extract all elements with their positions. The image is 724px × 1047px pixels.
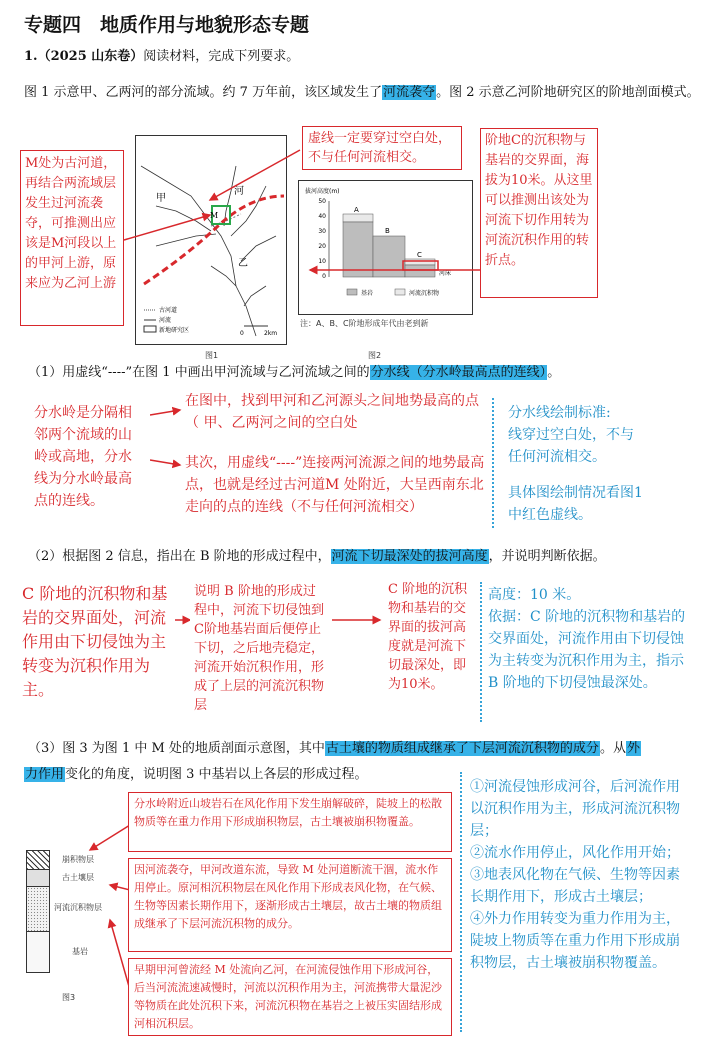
annotation-top-middle-box: 虚线一定要穿过空白处，不与任何河流相交。 [302,126,462,170]
question-number: 1. [24,49,38,64]
material-pre: 图 1 示意甲、乙两河的部分流域。约 7 万年前，该区域发生了 [24,85,383,100]
river-line [244,286,266,306]
q1-dotted-divider [492,398,494,528]
q1-highlight: 分水线（分水岭最高点的连线） [370,365,547,380]
q2-highlight: 河流下切最深处的拔河高度 [331,549,488,564]
q2-pre: （2）根据图 2 信息，指出在 B 阶地的形成过程中， [28,549,331,564]
q3-pre: （3）图 3 为图 1 中 M 处的地质剖面示意图，其中 [28,741,325,756]
fig3-label-bedrock: 基岩 [72,947,88,956]
terrace-a-sediment [343,214,373,222]
q1-blue-text-3: 具体图绘制情况看图1中红色虚线。 [508,485,643,523]
fig1-scale-0: 0 [240,330,244,337]
terrace-c-bedrock [405,265,435,277]
fig2-legend-bedrock: 基岩 [361,290,374,297]
fig2-ytick: 20 [318,243,326,250]
page-title: 专题四 地质作用与地貌形态专题 [24,14,310,36]
q1-answer-text-2: 在图中，找到甲河和乙河源头之间地势最高的点（ 甲、乙两河之间的空白处 [185,393,479,431]
q2-dotted-divider [480,582,482,722]
fig1-scale-2: 2km [264,330,278,337]
material-post: 。图 2 示意乙河阶地研究区的阶地剖面模式。 [436,85,700,100]
arrow-q1 [150,460,180,465]
fig1-label-he: 河 [234,186,244,197]
fig1-legend-ancient: 古河道 [159,307,178,314]
terrace-a-bedrock [343,222,373,277]
fig1-legend-river: 河流 [159,317,172,324]
fig1-legend-study: 新地研究区 [159,327,190,334]
fig2-ytick: 0 [322,273,326,280]
fig3-label-colluvium: 崩积物层 [62,855,94,864]
figure-2-svg [299,181,472,314]
river-line [211,266,236,286]
terrace-b-bedrock [373,236,405,277]
q2-blue-text: 高度：10 米。 依据：C 阶地的沉积物和基岩的交界面处，河流作用由下切侵蚀为主转变为沉积作用为主，指示 B 阶地的下切侵蚀最深处。 [488,587,686,691]
river-line [141,166,206,216]
question-intro [24,46,299,67]
fig2-label-C: C [417,251,422,259]
q1-answer-text-3: 其次，用虚线“----”连接两河流源之间的地势最高点，也就是经过古河道M 处附近，大呈西南东北走向的点的连线（不与任何河流相交） [185,455,485,515]
layer-colluvium [26,850,50,870]
q2-post: ，并说明判断依据。 [488,549,606,564]
fig1-label-yi: 乙 [238,258,248,269]
fig1-label-M: M [210,211,219,220]
figure-3-section [26,850,126,975]
annotation-left-box: M处为古河道，再结合两流域层发生过河流袭夺，可推测出应该是M河段以上的甲河上游，原来应为乙河上游 [20,150,124,326]
arrow-q3-1 [90,825,130,850]
fig2-label-bed: 河床 [439,270,452,277]
layer-paleosol [26,869,50,887]
q1-blue-text-2: 线穿过空白处，不与 任何河流相交。 [508,427,634,465]
fig2-ytick: 10 [318,258,326,265]
question-3 [28,736,698,762]
fig3-label-paleosol: 古土壤层 [62,873,94,882]
annotation-top-right-box: 阶地C的沉积物与基岩的交界面，海拔为10米。从这里可以推测出该处为河流下切作用转为河流沉积作用的转折点。 [480,128,598,298]
q3-answer-box-2: 因河流袭夺，甲河改道东流，导致 M 处河道断流干涸，流水作用停止。原河相沉积物层在风化作用下形成表风化物，在气候、生物等因素长期作用下，逐渐形成古土壤层，故古土壤的物质组成继承了下层河流沉积物的成分。 [128,858,452,952]
question-source: （2025 山东卷） [37,49,144,64]
fig2-label-A: A [354,206,359,214]
q1-blue-text-1: 分水线绘制标准: [508,405,611,421]
figure-2-note: 注：A、B、C阶地形成年代由老到新 [300,319,429,328]
fig2-label-B: B [385,227,390,235]
q1-post: 。 [547,365,561,380]
q3-highlight-2a: 外 [626,741,640,756]
fig2-legend-sediment: 河流沉积物 [409,290,440,297]
question-2 [28,546,708,567]
terrace-c-sediment [405,259,435,265]
material-text [24,80,704,106]
q3-answer-box-3: 早期甲河曾流经 M 处流向乙河，在河流侵蚀作用下形成河谷，后当河流流速减慢时，河流以沉积作用为主，河流携带大量泥沙等物质在此处沉积下来，河流沉积物在基岩之上被压实固结形成河相沉积层。 [128,958,452,1036]
q2-answer-text-1: C 阶地的沉积物和基岩的交界面处，河流作用由下切侵蚀为主转变为沉积作用为主。 [22,584,168,699]
fig3-label-river-sediment: 河流沉积物层 [54,903,102,912]
fig2-ytick: 30 [318,228,326,235]
q3-dotted-divider [460,772,462,1032]
fig2-ylabel: 拔河高度(m) [305,188,340,195]
q3-highlight-1: 古土壤的物质组成继承了下层河流沉积物的成分 [325,741,599,756]
q2-answer-box-3: C 阶地的沉积物和基岩的交界面的拔河高度就是河流下切最深处，即为10米。 [384,578,472,720]
figure-1-map [135,135,287,345]
layer-bedrock [26,931,50,973]
q1-answer-box-1: 分水岭是分隔相邻两个流域的山岭或高地，分水线为分水岭最高点的连线。 [28,398,150,516]
figure-1-svg [136,136,286,344]
question-instruction: 阅读材料，完成下列要求。 [143,49,300,64]
figure-1-caption: 图1 [205,351,219,360]
layer-river-sediment [26,886,50,932]
question-1 [28,362,708,383]
river-line [156,206,211,231]
watershed-red-dashed-line [144,196,284,284]
material-highlight: 河流袭夺 [383,85,436,100]
figure-3-caption: 图3 [62,993,76,1002]
fig1-label-jia: 甲 [156,193,166,204]
q3-post: 变化的角度，说明图 3 中基岩以上各层的形成过程。 [65,767,368,782]
q2-answer-box-2: 说明 B 阶地的形成过程中，河流下切侵蚀到C阶地基岩面后便停止下切，之后地壳稳定，河流开始沉积作用，形成了上层的河流沉积物层 [190,580,332,720]
fig2-ytick: 40 [318,213,326,220]
figure-2-chart [298,180,473,315]
q3-answer-box-1: 分水岭附近山坡岩石在风化作用下发生崩解破碎，陡坡上的松散物质等在重力作用下形成崩积物层，古土壤被崩积物覆盖。 [128,792,452,852]
q3-highlight-2b: 力作用 [25,767,65,782]
q1-pre: （1）用虚线“----”在图 1 中画出甲河流域与乙河流域之间的 [28,365,370,380]
q3-blue-text: ①河流侵蚀形成河谷，后河流作用以沉积作用为主，形成河流沉积物层； ②流水作用停止，风化作用开始； ③地表风化物在气候、生物等因素长期作用下，形成古土壤层； ④外力作用转变为重力作用为主，陡坡上物质等在重力作用下形成崩积物层，古土壤被崩积物覆盖。 [470,779,680,971]
fig2-ytick: 50 [318,198,326,205]
figure-2-caption: 图2 [368,351,382,360]
q3-mid: 。从 [599,741,626,756]
arrow-q1 [150,410,180,415]
